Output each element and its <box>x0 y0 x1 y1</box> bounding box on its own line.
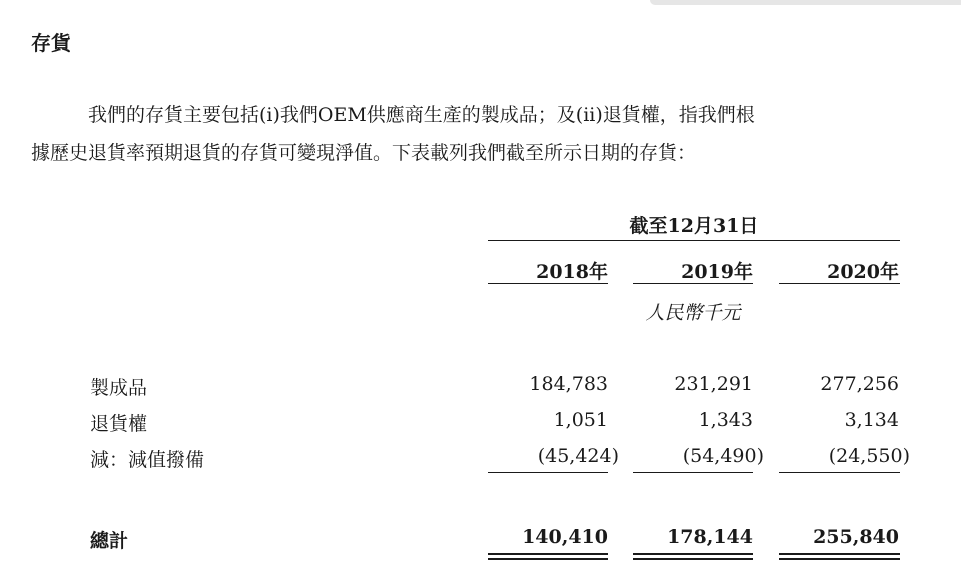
total-double-rule-2018 <box>488 553 608 560</box>
cell-return-rights-2018: 1,051 <box>553 409 608 431</box>
section-heading: 存貨 <box>31 31 71 55</box>
paragraph-line-2: 據歷史退貨率預期退貨的存貨可變現淨值。下表載列我們截至所示日期的存貨： <box>31 142 697 164</box>
subtotal-rule-2020 <box>779 472 900 473</box>
table-span-header: 截至12月31日 <box>629 215 759 237</box>
cell-total-2019: 178,144 <box>667 526 753 548</box>
row-label-finished-goods: 製成品 <box>90 377 148 399</box>
row-label-impairment: 減：減值撥備 <box>90 449 205 471</box>
cell-total-2020: 255,840 <box>813 526 899 548</box>
top-scroll-edge <box>650 0 961 5</box>
cell-finished-goods-2018: 184,783 <box>529 373 608 395</box>
cell-return-rights-2020: 3,134 <box>844 409 899 431</box>
intro-paragraph <box>31 96 931 172</box>
year-rule-2019 <box>633 283 753 284</box>
cell-impairment-2018: (45,424) <box>537 445 619 467</box>
total-double-rule-2019 <box>633 553 753 560</box>
year-rule-2020 <box>779 283 900 284</box>
row-label-total: 總計 <box>90 530 129 552</box>
cell-impairment-2019: (54,490) <box>682 445 764 467</box>
span-header-rule <box>488 240 900 241</box>
year-header-2018: 2018年 <box>536 261 608 283</box>
total-double-rule-2020 <box>779 553 900 560</box>
subtotal-rule-2019 <box>633 472 753 473</box>
cell-total-2018: 140,410 <box>522 526 608 548</box>
year-header-2020: 2020年 <box>827 261 899 283</box>
cell-finished-goods-2020: 277,256 <box>820 373 899 395</box>
subtotal-rule-2018 <box>488 472 608 473</box>
year-rule-2018 <box>488 283 608 284</box>
year-header-2019: 2019年 <box>681 261 753 283</box>
cell-impairment-2020: (24,550) <box>828 445 910 467</box>
row-label-return-rights: 退貨權 <box>90 413 148 435</box>
unit-label: 人民幣千元 <box>645 302 741 324</box>
paragraph-line-1: 我們的存貨主要包括(i)我們OEM供應商生產的製成品；及(ii)退貨權，指我們根 <box>88 104 755 126</box>
cell-return-rights-2019: 1,343 <box>698 409 753 431</box>
cell-finished-goods-2019: 231,291 <box>674 373 753 395</box>
